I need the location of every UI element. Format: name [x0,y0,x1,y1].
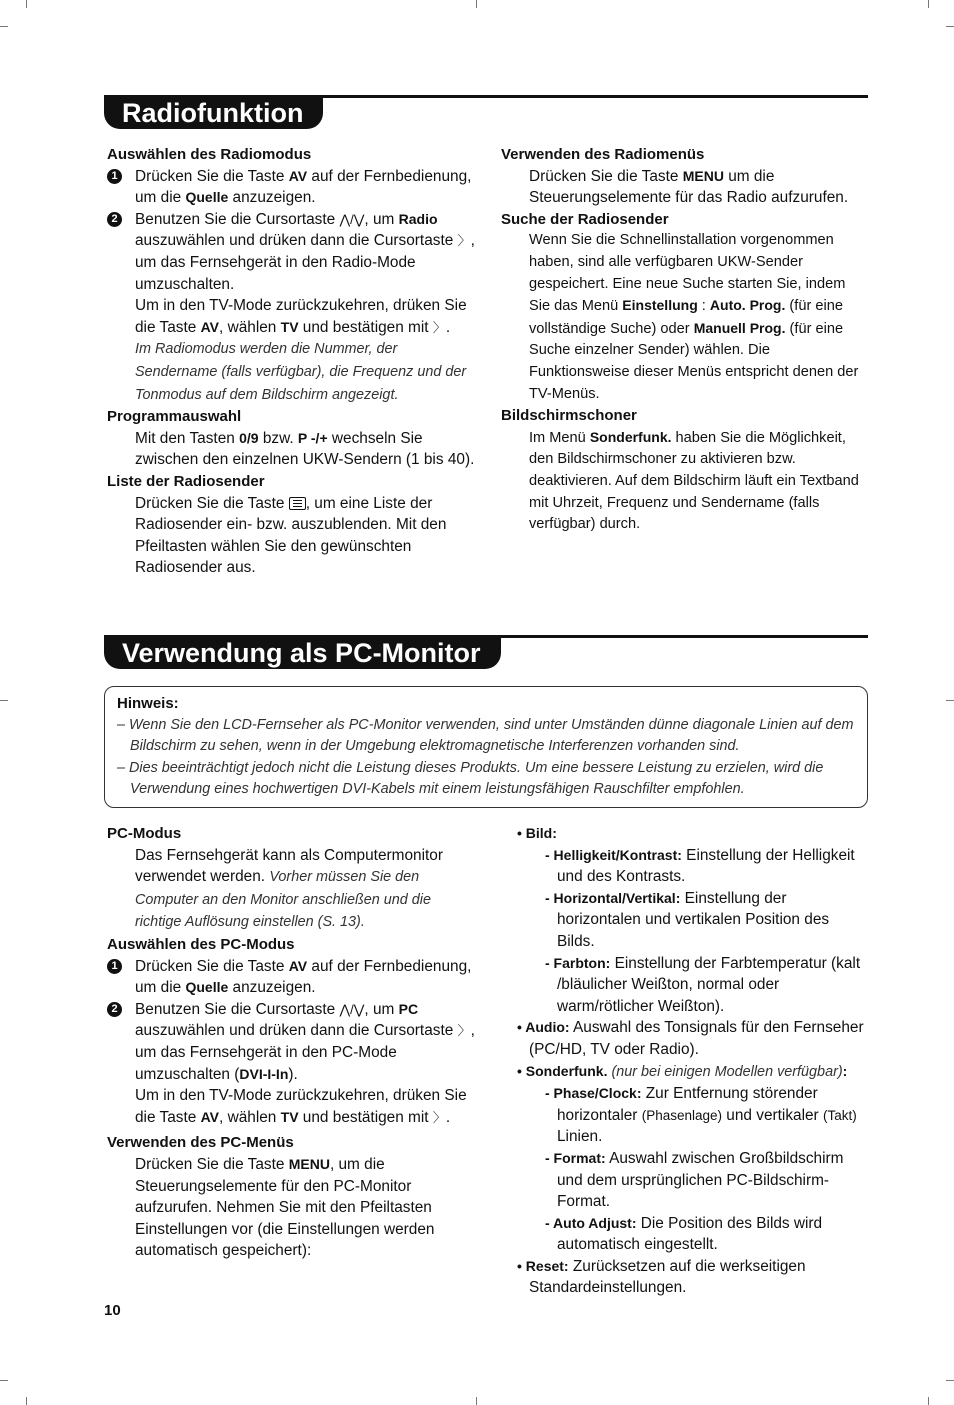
crop-mark [0,700,8,701]
note-line: – Wenn Sie den LCD-Fernseher als PC-Monitor verwenden, sind unter Umständen dünne diagonale Linien auf dem Bildschirm zu sehen, wenn in der Umgebung elektromagnetische Interferenzen vorhanden sind. [117,716,854,754]
note-box [104,686,868,808]
heading-program: Programmauswahl [107,408,242,426]
program-text: Mit den Tasten 0/9 bzw. P -/+ wechseln Sie zwischen den einzelnen UKW-Sendern (1 bis 40). [135,429,475,469]
step-1: 1 Drücken Sie die Taste AV auf der Fernbedienung, um die Quelle anzuzeigen. [107,956,477,999]
heading-radio-menus: Verwenden des Radiomenüs [501,146,705,163]
station-list-text: Drücken Sie die Taste , um eine Liste der Radiosender ein- bzw. auszublenden. Mit den Pfeiltasten wählen Sie den gewünschten Radiosender aus. [135,494,447,577]
crop-mark [946,26,954,27]
crop-mark [0,26,8,27]
cursor-up-down-icon: ⋀/⋁ [339,1001,365,1017]
step-number-2: 2 [107,1002,122,1017]
section-header-radio [104,95,868,135]
heading-select-pc: Auswählen des PC-Modus [107,935,295,953]
station-search-text: Wenn Sie die Schnellinstallation vorgenommen haben, sind alle verfügbaren UKW-Sender gespeichert. Eine neue Suche starten Sie, indem Sie das Menü Einstellung : Auto. Prog. (für eine vollständige Suche) oder Manuell Prog. (für eine Suche einzelner Sender) wählen. Die Funktionsweise dieser Menüs entspricht denen der TV-Menüs. [529,232,859,402]
step-2: 2 Benutzen Sie die Cursortaste ⋀/⋁, um PC auszuwählen und drüken dann die Cursortaste 〉, um das Fernsehgerät in den PC-Mode umzuschalten (DVI-I-In). Um in den TV-Mode zurückzukehren, drüken Sie die Taste AV, wählen TV und bestätigen mit 〉. [107,999,477,1129]
crop-mark [26,0,27,8]
page-number: 10 [104,1302,121,1319]
pc-left-column [107,823,477,1262]
crop-mark [476,0,477,8]
step-number-1: 1 [107,959,122,974]
radio-mode-note: Im Radiomodus werden die Nummer, der Sendername (falls verfügbar), die Frequenz und der Tonmodus auf dem Bildschirm angezeigt. [135,341,467,403]
radio-left-column [107,144,477,579]
item-brightness: - Helligkeit/Kontrast: Einstellung der Helligkeit und des Kontrasts. [545,846,855,886]
step-2: 2 Benutzen Sie die Cursortaste ⋀/⋁, um Radio auszuwählen und drüken dann die Cursortaste 〉, um das Fernsehgerät in den Radio-Mode umzuschalten. Um in den TV-Mode zurückzukehren, drüken Sie die Taste AV, wählen TV und bestätigen mit 〉. Im Radiomodus werden die Nummer, der Sendername (falls verfügbar), die Frequenz und der Tonmodus auf dem Bildschirm angezeigt. [107,209,477,406]
item-bild: • Bild: [517,825,557,841]
crop-mark [946,1380,954,1381]
heading-pc-menus: Verwenden des PC-Menüs [107,1134,294,1152]
list-icon [289,497,306,510]
crop-mark [26,1397,27,1405]
cursor-right-icon: 〉 [432,319,446,335]
item-colortone: - Farbton: Einstellung der Farbtemperatur (kalt /bläulicher Weißton, normal oder warm/rötlicher Weißton). [545,954,861,1015]
radio-menus-text: Drücken Sie die Taste MENU um die Steuerungselemente für das Radio aufzurufen. [529,167,849,207]
crop-mark [946,700,954,701]
cursor-right-icon: 〉 [432,1109,446,1125]
pc-right-column [517,823,867,1299]
item-auto-adjust: - Auto Adjust: Die Position des Bilds wird automatisch eingestellt. [545,1214,823,1254]
item-phase-clock: - Phase/Clock: Zur Entfernung störender horizontaler (Phasenlage) und vertikaler (Takt) Linien. [545,1085,857,1146]
item-reset: • Reset: Zurücksetzen auf die werkseitigen Standardeinstellungen. [517,1257,806,1297]
section-header-pc [104,635,868,675]
heading-station-search: Suche der Radiosender [501,210,669,228]
heading-screensaver: Bildschirmschoner [501,407,637,425]
cursor-right-icon: 〉 [457,1023,471,1039]
crop-mark [0,1380,8,1381]
screensaver-text: Im Menü Sonderfunk. haben Sie die Möglichkeit, den Bildschirmschoner zu aktivieren bzw. deaktivieren. Auf dem Bildschirm läuft ein Textband mit Uhrzeit, Frequenz und Sendername (falls verfügbar) durch. [529,428,859,533]
item-format: - Format: Auswahl zwischen Großbildschirm und dem ursprünglichen PC-Bildschirm-Format. [545,1149,844,1211]
item-position: - Horizontal/Vertikal: Einstellung der horizontalen und vertikalen Position des Bilds. [545,889,830,950]
section-title: Verwendung als PC-Monitor [104,637,501,669]
heading-pc-mode: PC-Modus [107,825,182,842]
step-number-2: 2 [107,212,122,227]
radio-right-column [501,144,868,536]
step-number-1: 1 [107,169,122,184]
section-title: Radiofunktion [104,97,323,129]
step-1: 1 Drücken Sie die Taste AV auf der Fernbedienung, um die Quelle anzuzeigen. [107,166,477,209]
cursor-up-down-icon: ⋀/⋁ [339,211,365,227]
heading-radio-mode: Auswählen des Radiomodus [107,146,312,163]
crop-mark [476,1397,477,1405]
heading-station-list: Liste der Radiosender [107,472,265,490]
crop-mark [928,0,929,8]
crop-mark [928,1397,929,1405]
item-audio: • Audio: Auswahl des Tonsignals für den Fernseher (PC/HD, TV oder Radio). [517,1019,864,1058]
pc-menus-text: Drücken Sie die Taste MENU, um die Steuerungselemente für den PC-Monitor aufzurufen. Nehmen Sie mit den Pfeiltasten Einstellungen vor (die Einstellungen werden automatisch gespeichert): [135,1155,435,1260]
note-line: – Dies beeinträchtigt jedoch nicht die Leistung dieses Produkts. Um eine bessere Leistung zu erzielen, wird die Verwendung eines hochwertigen DVI-Kabels mit einem leistungsfähigen Rauschfilter empfohlen. [117,759,824,797]
note-heading: Hinweis: [117,695,179,712]
item-special: • Sonderfunk. (nur bei einigen Modellen verfügbar): [517,1062,848,1080]
cursor-right-icon: 〉 [457,233,471,249]
pc-mode-text: Das Fernsehgerät kann als Computermonitor verwendet werden. Vorher müssen Sie den Computer an den Monitor anschließen und die richtige Auflösung einstellen (S. 13). [135,846,443,931]
